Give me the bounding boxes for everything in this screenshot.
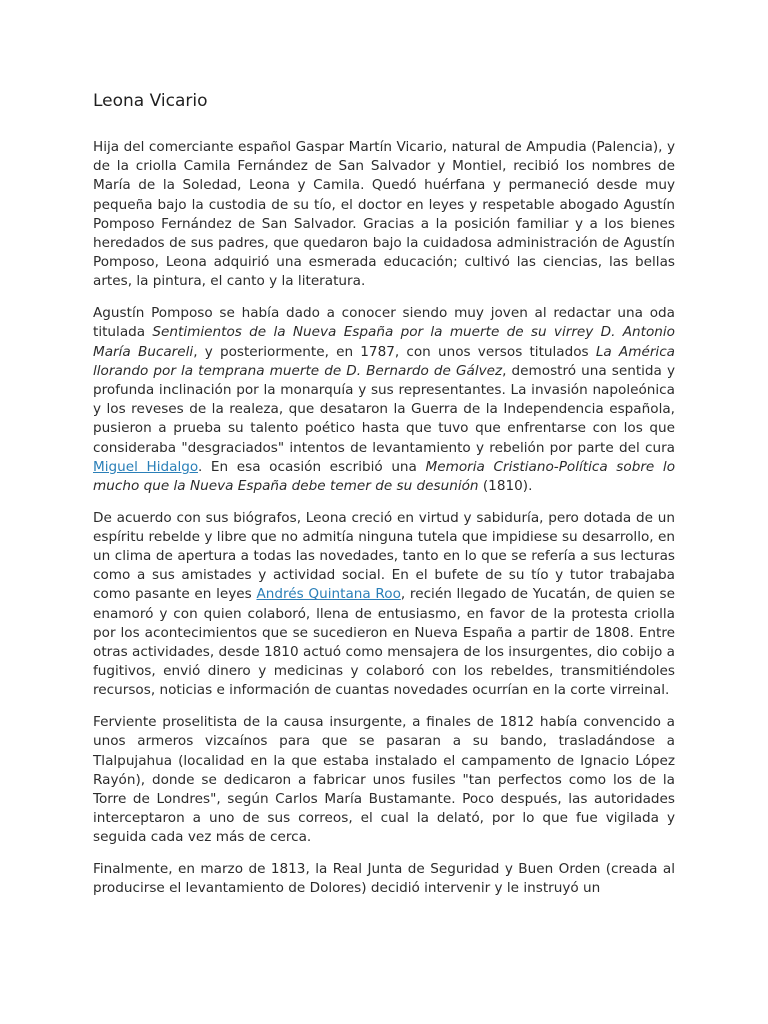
paragraph-2-text-3: , demostró una sentida y profunda inclinación por la monarquía y sus representantes. La invasión napoleónica y los reveses de la realeza, que desataron la Guerra de la Independencia española, pusieron a prueba su talento poético hasta que tuvo que enfrentarse con los que consideraba "desgraciados" intentos de levantamiento y rebelión por parte del cura xyxy=(93,362,675,456)
paragraph-3-text-2: , recién llegado de Yucatán, de quien se enamoró y con quien colaboró, llena de entusiasmo, en favor de la protesta criolla por los acontecimientos que se sucedieron en Nueva España a partir de 1808. Entre otras actividades, desde 1810 actuó como mensajera de los insurgentes, dio cobijo a fugitivos, envió dinero y medicinas y colaboró con los rebeldes, transmitiéndoles recursos, noticias e información de cuantas novedades ocurrían en la corte virreinal. xyxy=(93,586,676,699)
paragraph-4: Ferviente proselitista de la causa insurgente, a finales de 1812 había convencido a unos armeros vizcaínos para que se pasaran a su bando, trasladándose a Tlalpujahua (localidad en la que estaba instalado el campamento de Ignacio López Rayón), donde se dedicaron a fabricar unos fusiles "tan perfectos como los de la Torre de Londres", según Carlos María Bustamante. Poco después, las autoridades interceptaron a uno de sus correos, el cual la delató, por lo que fue vigilada y seguida cada vez más de cerca. xyxy=(93,714,675,846)
paragraph-5: Finalmente, en marzo de 1813, la Real Junta de Seguridad y Buen Orden (creada al producirse el levantamiento de Dolores) decidió intervenir y le instruyó un xyxy=(93,861,675,897)
paragraph-2-text-2: , y posteriormente, en 1787, con unos versos titulados xyxy=(193,343,596,360)
paragraph-2-text-4: . En esa ocasión escribió una xyxy=(197,458,426,475)
document-page xyxy=(93,88,675,911)
paragraph-2-italic-1: Sentimientos de la Nueva España por la muerte de su virrey D. Antonio María Bucareli xyxy=(93,324,675,360)
miguel-hidalgo-link[interactable]: Miguel Hidalgo xyxy=(93,458,198,475)
paragraph-3-text-1: De acuerdo con sus biógrafos, Leona creció en virtud y sabiduría, pero dotada de un espíritu rebelde y libre que no admitía ninguna tutela que impidiese su desarrollo, en un clima de apertura a todas las novedades, tanto en lo que se refería a sus lecturas como a sus amistades y actividad social. En el bufete de su tío y tutor trabajaba como pasante en leyes xyxy=(93,509,675,603)
paragraph-2-italic-2: La América llorando por la temprana muerte de D. Bernardo de Gálvez xyxy=(93,343,676,379)
paragraph-1: Hija del comerciante español Gaspar Martín Vicario, natural de Ampudia (Palencia), y de la criolla Camila Fernández de San Salvador y Montiel, recibió los nombres de María de la Soledad, Leona y Camila. Quedó huérfana y permaneció desde muy pequeña bajo la custodia de su tío, el doctor en leyes y respetable abogado Agustín Pomposo Fernández de San Salvador. Gracias a la posición familiar y a los bienes heredados de sus padres, que quedaron bajo la cuidadosa administración de Agustín Pomposo, Leona adquirió una esmerada educación; cultivó las ciencias, las bellas artes, la pintura, el canto y la literatura. xyxy=(93,139,675,290)
document-title: Leona Vicario xyxy=(93,91,208,111)
paragraph-3 xyxy=(93,509,675,701)
andres-quintana-roo-link[interactable]: Andrés Quintana Roo xyxy=(256,586,401,603)
paragraph-2-text-1: Agustín Pomposo se había dado a conocer siendo muy joven al redactar una oda titulada xyxy=(93,305,675,341)
paragraph-2-italic-3: Memoria Cristiano-Política sobre lo mucho que la Nueva España debe temer de su desunión xyxy=(93,458,676,494)
paragraph-2 xyxy=(93,304,675,496)
paragraph-2-text-5: (1810). xyxy=(478,477,533,494)
